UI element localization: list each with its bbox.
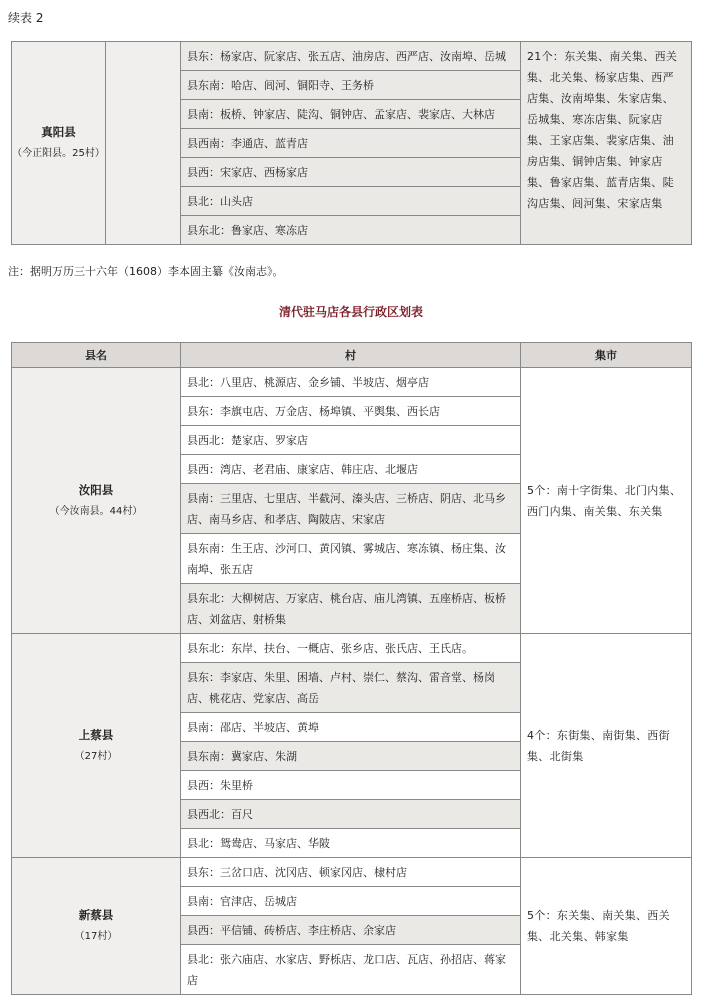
village-cell: 县北：山头店 — [181, 187, 521, 216]
header-market: 集市 — [521, 343, 692, 368]
empty-cell — [106, 42, 181, 245]
village-cell: 县西：朱里桥 — [181, 771, 521, 800]
market-cell: 5个：南十字街集、北门内集、西门内集、南关集、东关集 — [521, 368, 692, 634]
county-cell — [12, 368, 181, 634]
market-cell: 4个：东街集、南街集、西街集、北街集 — [521, 634, 692, 858]
table-row — [12, 368, 692, 397]
village-cell: 县西南：李通店、蓝青店 — [181, 129, 521, 158]
table-row — [12, 858, 692, 887]
market-cell: 21个：东关集、南关集、西关集、北关集、杨家店集、西严店集、汝南埠集、朱家店集、岳城集、寒冻店集、阮家店集、王家店集、裴家店集、油房店集、铜钟店集、钟家店集、鲁家店集、蓝青店集、陡沟店集、闾河集、宋家店集 — [521, 42, 692, 245]
continued-label: 续表 2 — [8, 11, 44, 25]
market-cell: 5个：东关集、南关集、西关集、北关集、韩家集 — [521, 858, 692, 995]
village-cell: 县东：杨家店、阮家店、张五店、油房店、西严店、汝南埠、岳城 — [181, 42, 521, 71]
village-cell: 县东北：东岸、扶台、一概店、张乡店、张氏店、王氏店。 — [181, 634, 521, 663]
village-cell: 县东南：冀家店、朱湖 — [181, 742, 521, 771]
village-cell: 县西北：百尺 — [181, 800, 521, 829]
source-note: 注：据明万历三十六年（1608）李本固主纂《汝南志》。 — [8, 265, 284, 278]
village-cell: 县东北：鲁家店、寒冻店 — [181, 216, 521, 245]
village-cell: 县南：三里店、七里店、半截河、溱头店、三桥店、阴店、北马乡店、南马乡店、和孝店、陶陂店、宋家店 — [181, 484, 521, 534]
village-cell: 县西：平信铺、砖桥店、李庄桥店、余家店 — [181, 916, 521, 945]
village-cell: 县北：张六庙店、水家店、野栎店、龙口店、瓦店、孙招店、蒋家店 — [181, 945, 521, 995]
county-cell — [12, 858, 181, 995]
county-note: （17村） — [74, 931, 118, 942]
county-cell — [12, 42, 106, 245]
village-cell: 县东：三岔口店、沈冈店、顿家冈店、棣村店 — [181, 858, 521, 887]
village-cell: 县北：鸳鸯店、马家店、华陂 — [181, 829, 521, 858]
village-cell: 县东北：大柳树店、万家店、桃台店、庙儿湾镇、五座桥店、板桥店、刘盆店、射桥集 — [181, 584, 521, 634]
table-2 — [11, 342, 692, 995]
village-cell: 县南：官津店、岳城店 — [181, 887, 521, 916]
county-note: （27村） — [74, 750, 118, 762]
header-county: 县名 — [12, 343, 181, 368]
table-row — [12, 634, 692, 663]
village-cell: 县西北：楚家店、罗家店 — [181, 426, 521, 455]
village-cell: 县东：李家店、朱里、困墙、卢村、崇仁、蔡沟、雷音堂、杨岗店、桃花店、党家店、高岳 — [181, 663, 521, 713]
table-1 — [11, 41, 692, 245]
table-row — [12, 42, 692, 71]
county-note: （今汝南县。44村） — [49, 505, 143, 517]
county-name: 新蔡县 — [78, 908, 114, 922]
village-cell: 县西：湾店、老君庙、康家店、韩庄店、北堰店 — [181, 455, 521, 484]
county-name: 上蔡县 — [78, 727, 114, 742]
county-cell — [12, 634, 181, 858]
village-cell: 县北：八里店、桃源店、金乡铺、半坡店、烟亭店 — [181, 368, 521, 397]
header-village: 村 — [181, 343, 521, 368]
village-cell: 县南：板桥、钟家店、陡沟、铜钟店、孟家店、裴家店、大林店 — [181, 100, 521, 129]
village-cell: 县东南：哈店、闾河、铜阳寺、王务桥 — [181, 71, 521, 100]
county-name: 真阳县 — [41, 125, 76, 139]
header-row — [12, 343, 692, 368]
village-cell: 县东：李旗屯店、万金店、杨埠镇、平舆集、西长店 — [181, 397, 521, 426]
village-cell: 县东南：生王店、沙河口、黄冈镇、雾城店、寒冻镇、杨庄集、汝南埠、张五店 — [181, 534, 521, 584]
table-2-title: 清代驻马店各县行政区划表 — [278, 305, 423, 319]
village-cell: 县西：宋家店、西杨家店 — [181, 158, 521, 187]
county-name: 汝阳县 — [78, 482, 114, 497]
village-cell: 县南：邵店、半坡店、黄埠 — [181, 713, 521, 742]
county-note: （今正阳县。25村） — [12, 148, 105, 159]
